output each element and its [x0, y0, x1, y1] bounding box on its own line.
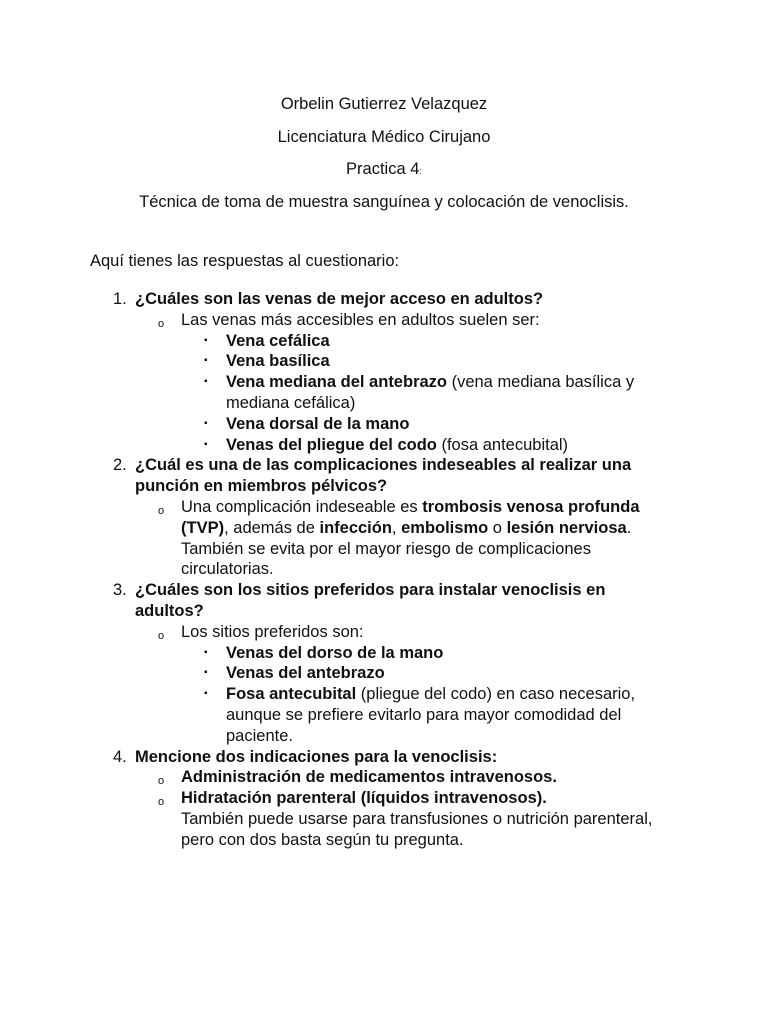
list-item-bold: Fosa antecubital [226, 685, 357, 704]
circle-bullet-icon: o [158, 629, 165, 642]
answer-bold: embolismo [401, 518, 489, 537]
answer-bold: Hidratación parenteral (líquidos intravenosos). [181, 789, 547, 808]
list-item-bold: Venas del antebrazo [226, 664, 385, 683]
intro-text: Aquí tienes las respuestas al cuestionario: [90, 252, 400, 270]
list-item [0, 684, 671, 746]
list-item [0, 435, 671, 456]
circle-bullet-icon: o [158, 504, 165, 517]
list-item [0, 351, 671, 372]
answer-text: Una complicación indeseable es [181, 497, 423, 516]
list-item-bold: Vena mediana del antebrazo [226, 373, 447, 392]
answer-text: También puede usarse para transfusiones o nutrición parenteral, pero con dos basta según tu pregunta. [181, 809, 653, 849]
square-bullet-icon: ▪ [204, 667, 208, 679]
answer-bold: lesión nerviosa [506, 518, 627, 537]
list-item [0, 643, 671, 664]
question-4 [0, 747, 655, 768]
answer-item [0, 767, 671, 788]
list-item [0, 414, 671, 435]
answer-bold: infección [319, 518, 392, 537]
list-item-bold: Vena cefálica [226, 331, 330, 350]
answer-text: Los sitios preferidos son: [181, 622, 364, 641]
question-number: 3. [113, 581, 127, 600]
square-bullet-icon: ▪ [204, 417, 208, 429]
answer-text: , además de [224, 518, 320, 537]
question-number: 1. [113, 290, 127, 308]
list-item [0, 331, 671, 352]
question-title: Mencione dos indicaciones para la venoclisis: [135, 747, 498, 766]
practice-colon: : [419, 166, 422, 176]
square-bullet-icon: ▪ [204, 688, 208, 700]
list-item-text: (fosa antecubital) [436, 435, 569, 454]
list-item [0, 663, 671, 684]
answer-bold: trombosis venosa profunda (TVP) [181, 497, 640, 537]
circle-bullet-icon: o [158, 775, 165, 788]
practice-label: Practica 4 [346, 160, 420, 178]
degree-program: Licenciatura Médico Cirujano [277, 128, 491, 146]
answer-item [0, 310, 671, 331]
question-list [0, 289, 768, 851]
square-bullet-icon: ▪ [204, 646, 208, 658]
square-bullet-icon: ▪ [204, 376, 208, 388]
circle-bullet-icon: o [158, 317, 165, 330]
list-item-bold: Vena basílica [226, 352, 330, 371]
square-bullet-icon: ▪ [204, 355, 208, 367]
list-item-text: (vena mediana basílica y mediana cefálica) [226, 373, 635, 412]
answer-item [0, 497, 671, 580]
question-title: ¿Cuáles son las venas de mejor acceso en adultos? [135, 290, 544, 308]
question-title: ¿Cuál es una de las complicaciones indeseables al realizar una punción en miembros pélvicos? [135, 456, 632, 496]
answer-item [0, 788, 671, 850]
question-number: 4. [113, 747, 127, 766]
circle-bullet-icon: o [158, 796, 165, 809]
list-item-bold: Vena dorsal de la mano [226, 414, 410, 433]
square-bullet-icon: ▪ [204, 334, 208, 346]
question-title: ¿Cuáles son los sitios preferidos para instalar venoclisis en adultos? [135, 581, 606, 620]
list-item-text: (pliegue del codo) en caso necesario, aunque se prefiere evitarlo para mayor comodidad del paciente. [226, 685, 636, 745]
answer-text: . También se evita por el mayor riesgo de complicaciones circulatorias. [181, 518, 632, 579]
document-title: Técnica de toma de muestra sanguínea y colocación de venoclisis. [139, 193, 629, 211]
answer-text: o [488, 518, 507, 537]
list-item-bold: Venas del dorso de la mano [226, 643, 444, 662]
question-number: 2. [113, 456, 127, 475]
author-name: Orbelin Gutierrez Velazquez [280, 95, 488, 113]
answer-text: , [391, 518, 402, 537]
question-2 [0, 455, 655, 497]
square-bullet-icon: ▪ [204, 438, 208, 450]
answer-text: Las venas más accesibles en adultos suelen ser: [181, 310, 540, 329]
answer-item [0, 622, 671, 643]
practice-number [0, 159, 768, 182]
answer-bold: Administración de medicamentos intravenosos. [181, 768, 557, 787]
question-3 [0, 580, 655, 622]
list-item [0, 372, 671, 414]
list-item-bold: Venas del pliegue del codo [226, 435, 437, 454]
question-1 [0, 289, 655, 310]
